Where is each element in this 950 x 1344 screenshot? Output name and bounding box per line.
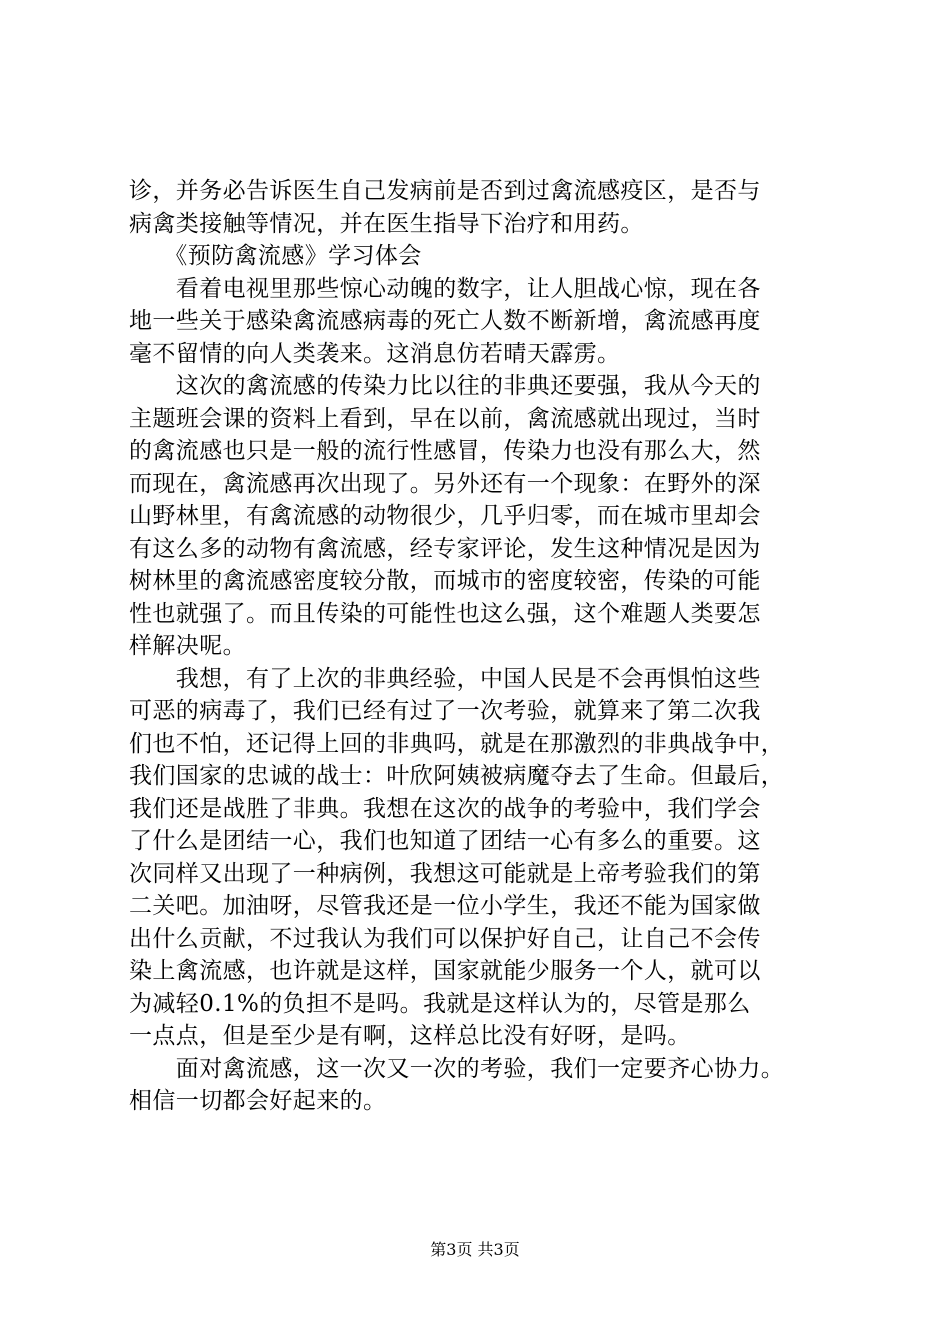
text-line: 次同样又出现了一种病例，我想这可能就是上帝考验我们的第: [129, 860, 761, 887]
text-line: 山野林里，有禽流感的动物很少，几乎归零，而在城市里却会: [129, 503, 761, 529]
text-line: 树林里的禽流感密度较分散，而城市的密度较密，传染的可能: [129, 568, 761, 594]
text-line: 二关吧。加油呀，尽管我还是一位小学生，我还不能为国家做: [129, 893, 761, 919]
text-line: 我们还是战胜了非典。我想在这次的战争的考验中，我们学会: [129, 795, 761, 822]
text-line: 性也就强了。而且传染的可能性也这么强，这个难题人类要怎: [129, 600, 761, 627]
body-text: [129, 175, 829, 1118]
text-line: 毫不留情的向人类袭来。这消息仿若晴天霹雳。: [129, 340, 621, 367]
text-line: 相信一切都会好起来的。: [129, 1088, 387, 1114]
text-line: 病禽类接触等情况，并在医生指导下治疗和用药。: [129, 210, 644, 237]
section-title: 《预防禽流感》学习体会: [129, 243, 422, 269]
text-line: 面对禽流感，这一次又一次的考验，我们一定要齐心协力。: [129, 1055, 785, 1082]
text-line: 这次的禽流感的传染力比以往的非典还要强，我从今天的: [129, 373, 761, 399]
text-line: 出什么贡献，不过我认为我们可以保护好自己，让自己不会传: [129, 925, 761, 952]
text-line: 我们国家的忠诚的战士：叶欣阿姨被病魔夺去了生命。但最后，: [129, 763, 785, 789]
text-line: 一点点，但是至少是有啊，这样总比没有好呀，是吗。: [129, 1023, 691, 1049]
text-line: 了什么是团结一心，我们也知道了团结一心有多么的重要。这: [129, 828, 761, 854]
text-line: 样解决呢。: [129, 633, 246, 659]
text-line: 诊，并务必告诉医生自己发病前是否到过禽流感疫区，是否与: [129, 178, 761, 204]
text-line: 为减轻0.1%的负担不是吗。我就是这样认为的，尽管是那么: [129, 990, 751, 1017]
text-line: 有这么多的动物有禽流感，经专家评论，发生这种情况是因为: [129, 535, 761, 562]
text-line: 的禽流感也只是一般的流行性感冒，传染力也没有那么大，然: [129, 438, 761, 464]
text-line: 地一些关于感染禽流感病毒的死亡人数不断新增，禽流感再度: [129, 308, 761, 334]
page-number-footer: 第3页 共3页: [430, 1240, 520, 1259]
text-line: 而现在，禽流感再次出现了。另外还有一个现象：在野外的深: [129, 470, 761, 497]
text-line: 可恶的病毒了，我们已经有过了一次考验，就算来了第二次我: [129, 698, 761, 724]
text-line: 主题班会课的资料上看到，早在以前，禽流感就出现过，当时: [129, 405, 761, 432]
text-line: 我想，有了上次的非典经验，中国人民是不会再惧怕这些: [129, 665, 761, 692]
text-line: 看着电视里那些惊心动魄的数字，让人胆战心惊，现在各: [129, 275, 761, 302]
text-line: 们也不怕，还记得上回的非典吗，就是在那激烈的非典战争中，: [129, 730, 785, 757]
text-line: 染上禽流感，也许就是这样，国家就能少服务一个人，就可以: [129, 958, 761, 984]
